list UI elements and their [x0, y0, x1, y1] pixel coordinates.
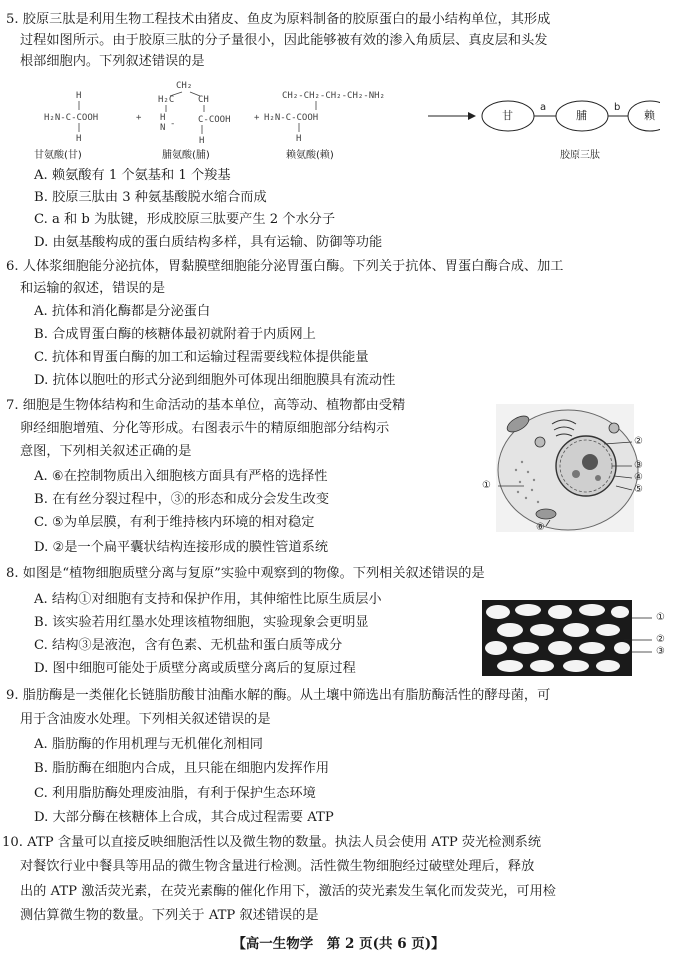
q7-stem-line-1: 7. 细胞是生物体结构和生命活动的基本单位，高等动、植物都由受精	[6, 398, 406, 413]
q10-stem-line-2: 对餐饮行业中餐具等用品的微生物含量进行检测。活性微生物细胞经过破壁处理后，释放	[20, 859, 535, 874]
q8-option-d: D. 图中细胞可能处于质壁分离或质壁分离后的复原过程	[34, 661, 356, 676]
q5-option-d: D. 由氨基酸构成的蛋白质结构多样，具有运输、防御等功能	[34, 235, 383, 250]
q7-stem-line-2: 卵经细胞增殖、分化等形成。右图表示牛的精原细胞部分结构示	[20, 421, 390, 436]
svg-text:H: H	[76, 91, 82, 101]
q9-stem-line-1: 9. 脂肪酶是一类催化长链脂肪酸甘油酯水解的酶。从土壤中筛选出有脂肪酶活性的酵母菌，可	[6, 688, 551, 703]
svg-text:CH₂: CH₂	[176, 81, 193, 91]
plasmolysis-label-3: ③	[656, 646, 665, 657]
glycine-label: 甘氨酸(甘)	[34, 150, 82, 161]
cell-label-4: ④	[634, 472, 643, 483]
q6-option-c: C. 抗体和胃蛋白酶的加工和运输过程需要线粒体提供能量	[34, 350, 369, 365]
q6-option-b: B. 合成胃蛋白酶的核糖体最初就附着于内质网上	[34, 327, 316, 342]
q6-option-d: D. 抗体以胞吐的形式分泌到细胞外可体现出细胞膜具有流动性	[34, 373, 396, 388]
svg-text:H: H	[76, 134, 82, 144]
q7-option-c: C. ⑤为单层膜，有利于维持核内环境的相对稳定	[34, 515, 315, 530]
plasmolysis-label-1: ①	[656, 612, 665, 623]
proline-label: 脯氨酸(脯)	[162, 150, 210, 161]
svg-text:+: +	[136, 113, 142, 123]
q7-cell-figure	[482, 402, 672, 534]
svg-text:+: +	[254, 113, 260, 123]
svg-text:CH₂-CH₂-CH₂-CH₂-NH₂: CH₂-CH₂-CH₂-CH₂-NH₂	[282, 91, 385, 101]
cell-label-1: ①	[482, 480, 491, 491]
q9-stem-line-2: 用于含油废水处理。下列相关叙述错误的是	[20, 712, 271, 727]
cell-label-2: ②	[634, 436, 643, 447]
chain-node-pro: 脯	[576, 109, 587, 122]
q5-option-c: C. a 和 b 为肽键，形成胶原三肽要产生 2 个水分子	[34, 212, 336, 227]
cell-label-5: ⑤	[634, 484, 643, 495]
cell-label-3: ③	[634, 460, 643, 471]
cell-label-6: ⑥	[536, 522, 545, 533]
q8-plasmolysis-figure	[480, 596, 674, 680]
q6-option-a: A. 抗体和消化酶都是分泌蛋白	[34, 304, 211, 319]
chain-node-lys: 赖	[644, 109, 655, 122]
q5-option-b: B. 胶原三肽由 3 种氨基酸脱水缩合而成	[34, 190, 267, 205]
plasmolysis-micrograph	[480, 596, 674, 680]
q10-stem-line-1: 10. ATP 含量可以直接反映细胞活性以及微生物的数量。执法人员会使用 ATP 荧光检测系统	[2, 835, 542, 850]
q7-option-b: B. 在有丝分裂过程中，③的形态和成分会发生改变	[34, 492, 330, 507]
page-footer: 【高一生物学 第 2 页(共 6 页)】	[232, 936, 445, 952]
sperm-precursor-cell-diagram	[482, 402, 672, 534]
q8-option-c: C. 结构③是液泡，含有色素、无机盐和蛋白质等成分	[34, 638, 343, 653]
svg-text:CH: CH	[198, 95, 209, 105]
q7-option-d: D. ②是一个扁平囊状结构连接形成的膜性管道系统	[34, 540, 329, 555]
chain-node-gly: 甘	[502, 109, 513, 122]
q6-stem-line-2: 和运输的叙述，错误的是	[20, 281, 166, 296]
q8-stem-line-1: 8. 如图是“植物细胞质壁分离与复原”实验中观察到的物像。下列相关叙述错误的是	[6, 566, 485, 581]
q5-option-a: A. 赖氨酸有 1 个氨基和 1 个羧基	[34, 168, 231, 183]
q5-stem-line-3: 根部细胞内。下列叙述错误的是	[20, 54, 205, 69]
svg-text:N: N	[160, 123, 166, 133]
q5-figure	[20, 76, 660, 168]
q9-option-d: D. 大部分酶在核糖体上合成，其合成过程需要 ATP	[34, 810, 334, 825]
svg-text:H: H	[199, 136, 205, 146]
q9-option-c: C. 利用脂肪酶处理废油脂，有利于保护生态环境	[34, 786, 316, 801]
svg-text:H: H	[296, 134, 302, 144]
lysine-label: 赖氨酸(赖)	[286, 150, 334, 161]
q7-option-a: A. ⑥在控制物质出入细胞核方面具有严格的选择性	[34, 469, 328, 484]
q6-stem-line-1: 6. 人体浆细胞能分泌抗体，胃黏膜壁细胞能分泌胃蛋白酶。下列关于抗体、胃蛋白酶合成、加工	[6, 259, 564, 274]
plasmolysis-label-2: ②	[656, 634, 665, 645]
q10-stem-line-3: 出的 ATP 激活荧光素，在荧光素酶的催化作用下，激活的荧光素发生氧化而发荧光，可用检	[20, 884, 556, 899]
svg-text:H: H	[160, 113, 166, 123]
q5-stem-line-1: 5. 胶原三肽是利用生物工程技术由猪皮、鱼皮为原料制备的胶原蛋白的最小结构单位，其形成	[6, 12, 551, 27]
bond-b-label: b	[614, 102, 621, 113]
q9-option-a: A. 脂肪酶的作用机理与无机催化剂相同	[34, 737, 263, 752]
bond-a-label: a	[540, 102, 547, 113]
q8-option-b: B. 该实验若用红墨水处理该植物细胞，实验现象会更明显	[34, 615, 369, 630]
q9-option-b: B. 脂肪酶在细胞内合成，且只能在细胞内发挥作用	[34, 761, 330, 776]
q5-stem-line-2: 过程如图所示。由于胶原三肽的分子量很小，因此能够被有效的渗入角质层、真皮层和头发	[20, 33, 548, 48]
q7-stem-line-3: 意图，下列相关叙述正确的是	[20, 444, 192, 459]
svg-text:-: -	[170, 119, 176, 129]
tripeptide-label: 胶原三肽	[560, 150, 600, 161]
svg-text:H₂N-C-COOH: H₂N-C-COOH	[44, 113, 99, 123]
q8-option-a: A. 结构①对细胞有支持和保护作用，其伸缩性比原生质层小	[34, 592, 382, 607]
q10-stem-line-4: 测估算微生物的数量。下列关于 ATP 叙述错误的是	[20, 908, 319, 923]
svg-text:C-COOH: C-COOH	[198, 115, 231, 125]
svg-text:H₂C: H₂C	[158, 95, 175, 105]
svg-text:H₂N-C-COOH: H₂N-C-COOH	[264, 113, 319, 123]
